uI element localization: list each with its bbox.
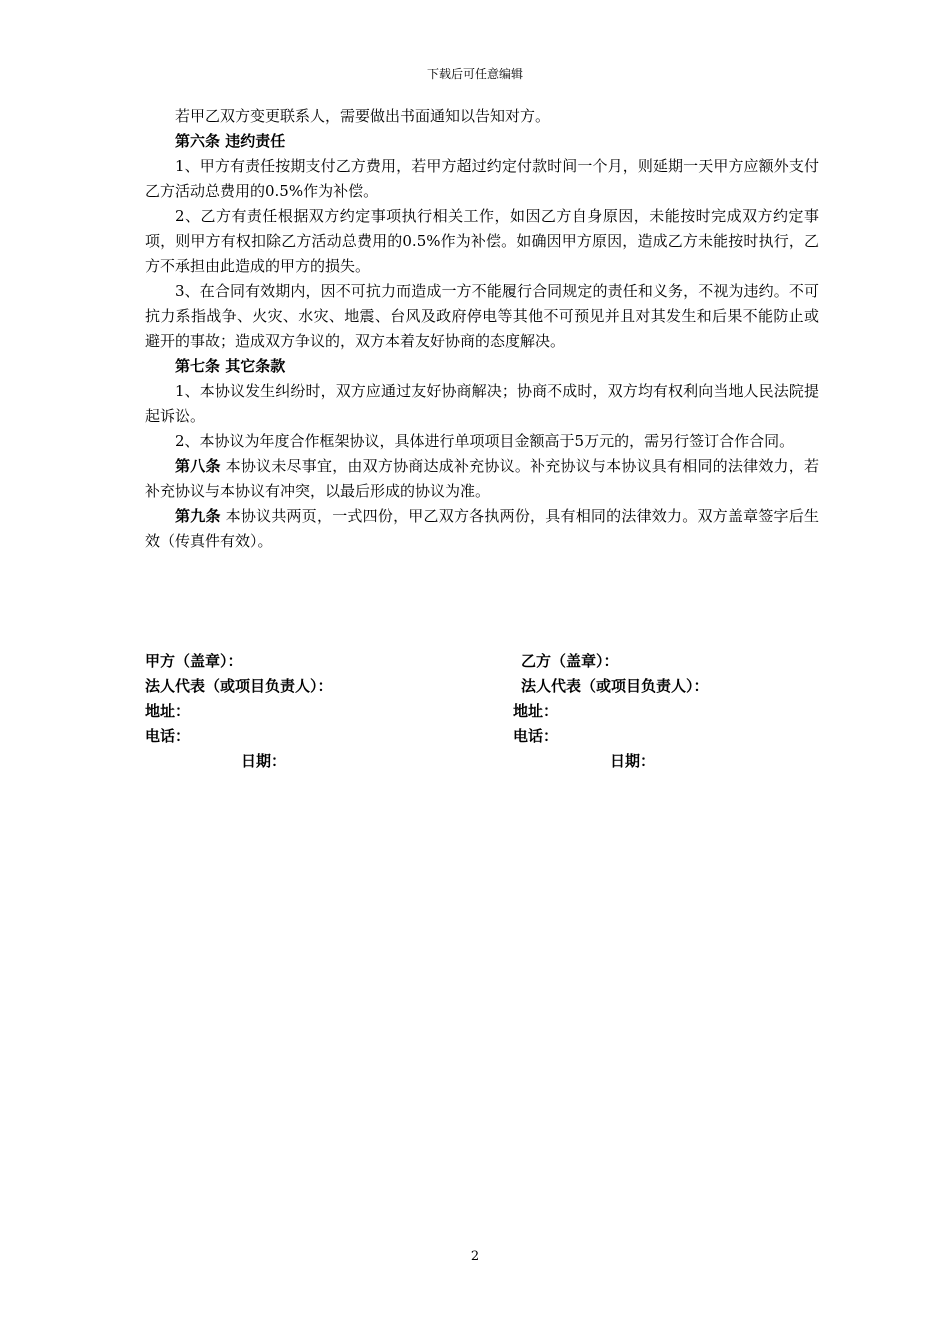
party-b-representative-label: 法人代表（或项目负责人）： [521, 677, 709, 695]
signature-row-representative [145, 674, 819, 699]
article-6-clause-3: 3、在合同有效期内，因不可抗力而造成一方不能履行合同规定的责任和义务，不视为违约。不可抗力系指战争、火灾、水灾、地震、台风及政府停电等其他不可预见并且对其发生和后果不能防止或避开的事故；造成双方争议的，双方本着友好协商的态度解决。 [145, 282, 819, 350]
paragraph-contact-change: 若甲乙双方变更联系人，需要做出书面通知以告知对方。 [175, 107, 551, 125]
signature-row-phone [145, 724, 819, 749]
signature-row-seal [145, 649, 819, 674]
article-8-label: 第八条 [175, 457, 221, 475]
party-b-phone-label: 电话： [513, 727, 559, 745]
document-body [145, 104, 819, 554]
article-6-clause-2: 2、乙方有责任根据双方约定事项执行相关工作，如因乙方自身原因，未能按时完成双方约定事项，则甲方有权扣除乙方活动总费用的0.5%作为补偿。如确因甲方原因，造成乙方未能按时执行，乙方不承担由此造成的甲方的损失。 [145, 207, 819, 275]
party-a-address-label: 地址： [145, 702, 191, 720]
signature-row-date [145, 749, 819, 774]
party-a-seal-label: 甲方（盖章）： [145, 652, 243, 670]
party-b-seal-label: 乙方（盖章）： [521, 652, 619, 670]
article-8-paragraph [145, 454, 819, 504]
party-a-representative-label: 法人代表（或项目负责人）： [145, 677, 333, 695]
page-header: 下载后可任意编辑 [426, 67, 523, 81]
article-7-clause-2: 2、本协议为年度合作框架协议，具体进行单项项目金额高于5万元的，需另行签订合作合同。 [175, 432, 795, 450]
page-number: 2 [470, 1249, 480, 1264]
article-8-text: 本协议未尽事宜，由双方协商达成补充协议。补充协议与本协议具有相同的法律效力，若补充协议与本协议有冲突，以最后形成的协议为准。 [145, 457, 819, 500]
party-b-date-label: 日期： [610, 752, 656, 770]
signature-row-address [145, 699, 819, 724]
party-a-date-label: 日期： [241, 752, 287, 770]
article-7-heading: 第七条 其它条款 [175, 357, 286, 375]
signature-block [145, 649, 819, 774]
article-9-text: 本协议共两页，一式四份，甲乙双方各执两份，具有相同的法律效力。双方盖章签字后生效（传真件有效）。 [145, 507, 819, 550]
party-a-phone-label: 电话： [145, 727, 191, 745]
party-b-address-label: 地址： [513, 702, 559, 720]
article-7-clause-1: 1、本协议发生纠纷时，双方应通过友好协商解决；协商不成时，双方均有权利向当地人民法院提起诉讼。 [145, 382, 819, 425]
article-9-paragraph [145, 504, 819, 554]
article-9-label: 第九条 [175, 507, 221, 525]
article-6-heading: 第六条 违约责任 [175, 132, 286, 150]
article-6-clause-1: 1、甲方有责任按期支付乙方费用，若甲方超过约定付款时间一个月，则延期一天甲方应额外支付乙方活动总费用的0.5%作为补偿。 [145, 157, 819, 200]
